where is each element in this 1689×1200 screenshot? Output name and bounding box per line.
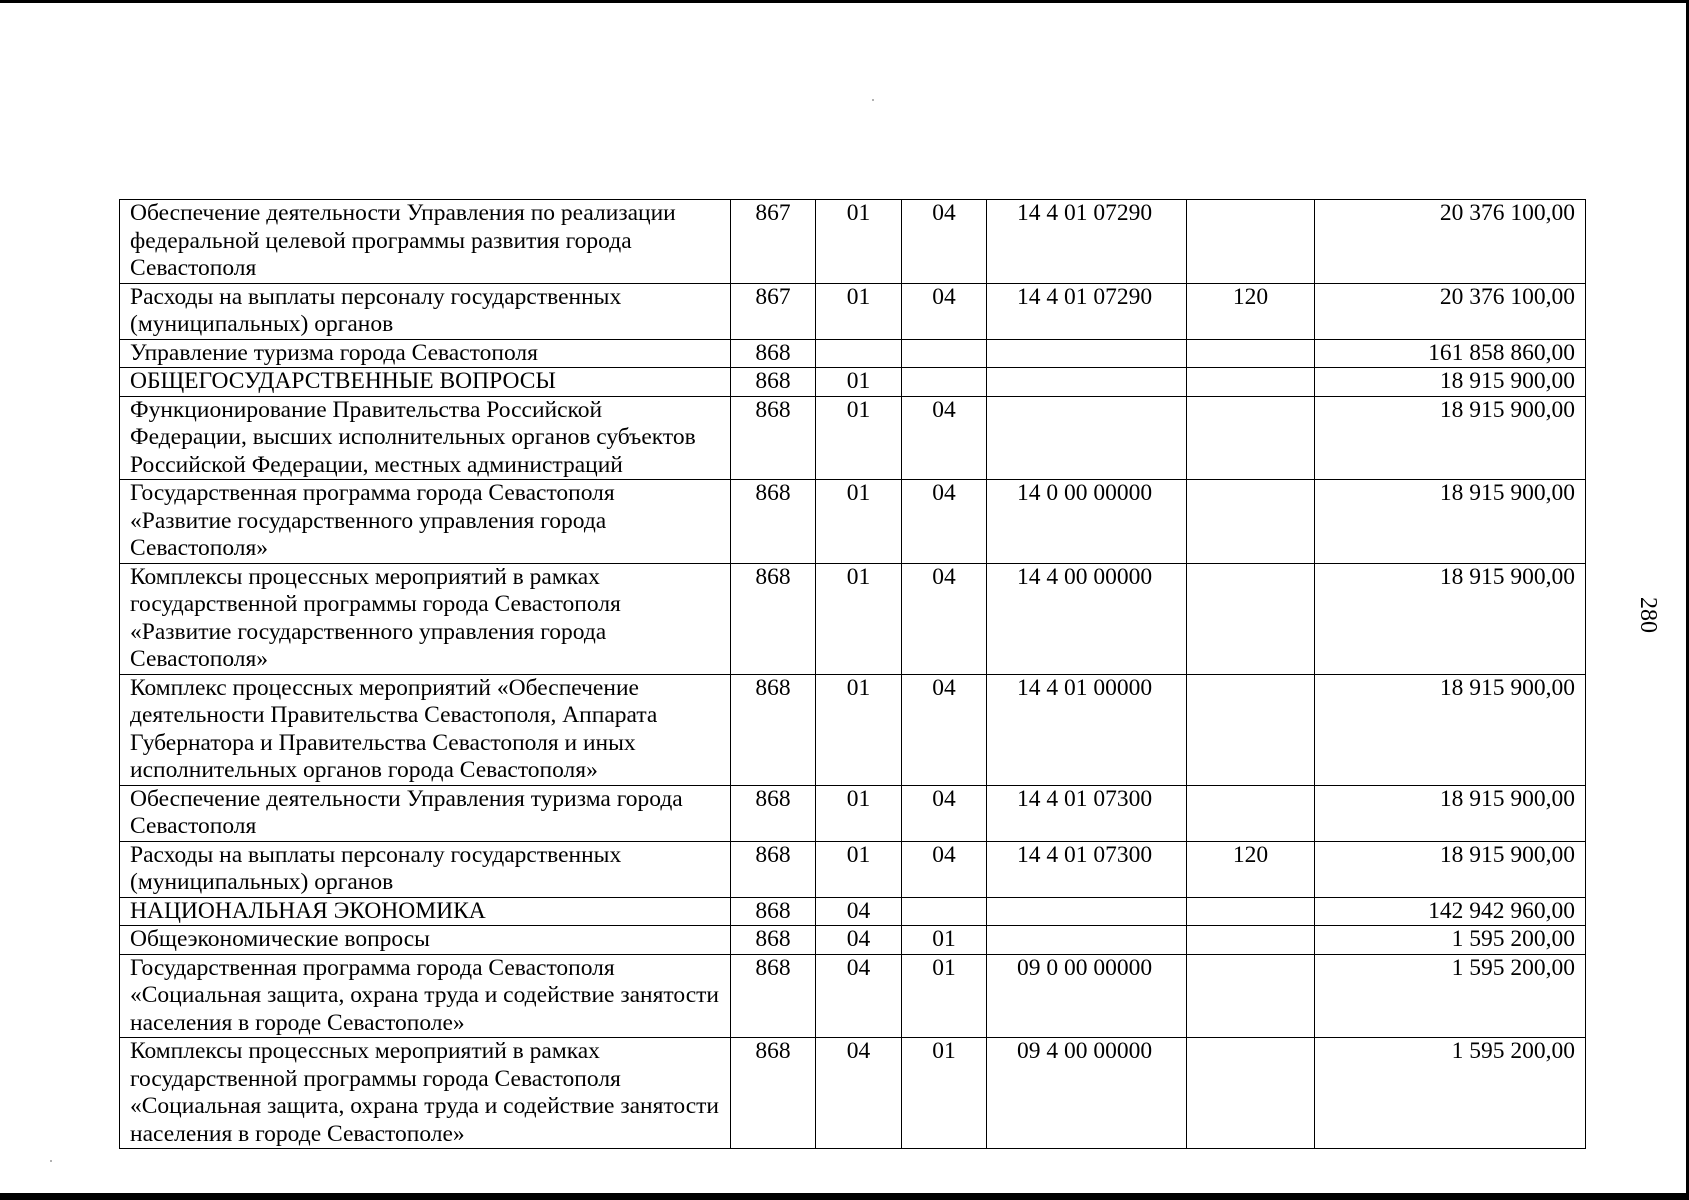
subsection-code-cell: 01: [902, 1038, 987, 1149]
expense-type-cell: [1187, 897, 1315, 926]
target-article-cell: 14 4 01 07300: [987, 841, 1187, 897]
ministry-code-cell: 867: [731, 200, 816, 284]
amount-cell: 161 858 860,00: [1315, 339, 1586, 368]
subsection-code-cell: 04: [902, 480, 987, 564]
table-row: [120, 785, 1586, 841]
table-row: [120, 841, 1586, 897]
ministry-code-cell: 868: [731, 339, 816, 368]
amount-cell: 18 915 900,00: [1315, 368, 1586, 397]
expense-name-cell: Государственная программа города Севастополя «Социальная защита, охрана труда и содействие занятости населения в городе Севастополе»: [120, 954, 731, 1038]
target-article-cell: [987, 368, 1187, 397]
ministry-code-cell: 868: [731, 368, 816, 397]
expense-type-cell: 120: [1187, 283, 1315, 339]
amount-cell: 18 915 900,00: [1315, 841, 1586, 897]
expense-name-cell: НАЦИОНАЛЬНАЯ ЭКОНОМИКА: [120, 897, 731, 926]
target-article-cell: [987, 339, 1187, 368]
expense-type-cell: [1187, 954, 1315, 1038]
table-row: [120, 1038, 1586, 1149]
target-article-cell: 14 4 00 00000: [987, 563, 1187, 674]
target-article-cell: [987, 926, 1187, 955]
target-article-cell: [987, 897, 1187, 926]
table-row: [120, 563, 1586, 674]
amount-cell: 1 595 200,00: [1315, 1038, 1586, 1149]
ministry-code-cell: 868: [731, 897, 816, 926]
expense-name-cell: Комплекс процессных мероприятий «Обеспечение деятельности Правительства Севастополя, Аппарата Губернатора и Правительства Севастополя и иных исполнительных органов города Севастополя»: [120, 674, 731, 785]
section-code-cell: 04: [816, 1038, 902, 1149]
expense-name-cell: Комплексы процессных мероприятий в рамках государственной программы города Севастополя «Развитие государственного управления города Севастополя»: [120, 563, 731, 674]
subsection-code-cell: 01: [902, 926, 987, 955]
budget-table-body: [120, 200, 1586, 1149]
section-code-cell: 01: [816, 563, 902, 674]
ministry-code-cell: 868: [731, 1038, 816, 1149]
expense-type-cell: [1187, 563, 1315, 674]
target-article-cell: [987, 396, 1187, 480]
target-article-cell: 14 4 01 00000: [987, 674, 1187, 785]
target-article-cell: 14 0 00 00000: [987, 480, 1187, 564]
ministry-code-cell: 868: [731, 480, 816, 564]
expense-type-cell: [1187, 396, 1315, 480]
subsection-code-cell: 01: [902, 954, 987, 1038]
section-code-cell: 01: [816, 480, 902, 564]
subsection-code-cell: 04: [902, 396, 987, 480]
subsection-code-cell: 04: [902, 785, 987, 841]
section-code-cell: 04: [816, 897, 902, 926]
amount-cell: 1 595 200,00: [1315, 926, 1586, 955]
target-article-cell: 14 4 01 07290: [987, 283, 1187, 339]
section-code-cell: 04: [816, 954, 902, 1038]
subsection-code-cell: 04: [902, 563, 987, 674]
table-row: [120, 396, 1586, 480]
section-code-cell: 01: [816, 841, 902, 897]
section-code-cell: 01: [816, 674, 902, 785]
expense-name-cell: ОБЩЕГОСУДАРСТВЕННЫЕ ВОПРОСЫ: [120, 368, 731, 397]
ministry-code-cell: 868: [731, 563, 816, 674]
ministry-code-cell: 868: [731, 954, 816, 1038]
expense-type-cell: [1187, 480, 1315, 564]
subsection-code-cell: [902, 339, 987, 368]
table-row: [120, 954, 1586, 1038]
expense-name-cell: Расходы на выплаты персоналу государственных (муниципальных) органов: [120, 283, 731, 339]
target-article-cell: 14 4 01 07300: [987, 785, 1187, 841]
scan-speck: [50, 1160, 52, 1162]
expense-type-cell: [1187, 674, 1315, 785]
amount-cell: 20 376 100,00: [1315, 200, 1586, 284]
expense-type-cell: [1187, 926, 1315, 955]
ministry-code-cell: 867: [731, 283, 816, 339]
section-code-cell: 01: [816, 283, 902, 339]
section-code-cell: [816, 339, 902, 368]
amount-cell: 18 915 900,00: [1315, 563, 1586, 674]
section-code-cell: 04: [816, 926, 902, 955]
amount-cell: 18 915 900,00: [1315, 674, 1586, 785]
subsection-code-cell: 04: [902, 674, 987, 785]
expense-name-cell: Государственная программа города Севастополя «Развитие государственного управления города Севастополя»: [120, 480, 731, 564]
amount-cell: 20 376 100,00: [1315, 283, 1586, 339]
expense-name-cell: Обеспечение деятельности Управления по реализации федеральной целевой программы развития города Севастополя: [120, 200, 731, 284]
amount-cell: 18 915 900,00: [1315, 480, 1586, 564]
expense-type-cell: [1187, 1038, 1315, 1149]
expense-name-cell: Обеспечение деятельности Управления туризма города Севастополя: [120, 785, 731, 841]
subsection-code-cell: 04: [902, 283, 987, 339]
target-article-cell: 09 0 00 00000: [987, 954, 1187, 1038]
section-code-cell: 01: [816, 200, 902, 284]
expense-type-cell: [1187, 200, 1315, 284]
expense-name-cell: Комплексы процессных мероприятий в рамках государственной программы города Севастополя «Социальная защита, охрана труда и содействие занятости населения в городе Севастополе»: [120, 1038, 731, 1149]
ministry-code-cell: 868: [731, 396, 816, 480]
expense-type-cell: [1187, 339, 1315, 368]
amount-cell: 1 595 200,00: [1315, 954, 1586, 1038]
ministry-code-cell: 868: [731, 785, 816, 841]
target-article-cell: 14 4 01 07290: [987, 200, 1187, 284]
ministry-code-cell: 868: [731, 841, 816, 897]
expense-type-cell: [1187, 368, 1315, 397]
table-row: [120, 339, 1586, 368]
subsection-code-cell: [902, 368, 987, 397]
table-row: [120, 674, 1586, 785]
amount-cell: 18 915 900,00: [1315, 396, 1586, 480]
table-row: [120, 368, 1586, 397]
subsection-code-cell: 04: [902, 200, 987, 284]
expense-name-cell: Расходы на выплаты персоналу государственных (муниципальных) органов: [120, 841, 731, 897]
ministry-code-cell: 868: [731, 674, 816, 785]
scan-speck: [872, 99, 874, 101]
subsection-code-cell: [902, 897, 987, 926]
expense-type-cell: [1187, 785, 1315, 841]
target-article-cell: 09 4 00 00000: [987, 1038, 1187, 1149]
table-row: [120, 480, 1586, 564]
section-code-cell: 01: [816, 396, 902, 480]
table-row: [120, 926, 1586, 955]
expense-name-cell: Управление туризма города Севастополя: [120, 339, 731, 368]
expense-type-cell: 120: [1187, 841, 1315, 897]
table-row: [120, 897, 1586, 926]
expense-name-cell: Функционирование Правительства Российской Федерации, высших исполнительных органов субъектов Российской Федерации, местных администраций: [120, 396, 731, 480]
ministry-code-cell: 868: [731, 926, 816, 955]
table-row: [120, 283, 1586, 339]
subsection-code-cell: 04: [902, 841, 987, 897]
amount-cell: 18 915 900,00: [1315, 785, 1586, 841]
budget-expenditure-table: [119, 199, 1586, 1149]
amount-cell: 142 942 960,00: [1315, 897, 1586, 926]
section-code-cell: 01: [816, 368, 902, 397]
table-row: [120, 200, 1586, 284]
expense-name-cell: Общеэкономические вопросы: [120, 926, 731, 955]
section-code-cell: 01: [816, 785, 902, 841]
page-number: 280: [1635, 597, 1661, 633]
